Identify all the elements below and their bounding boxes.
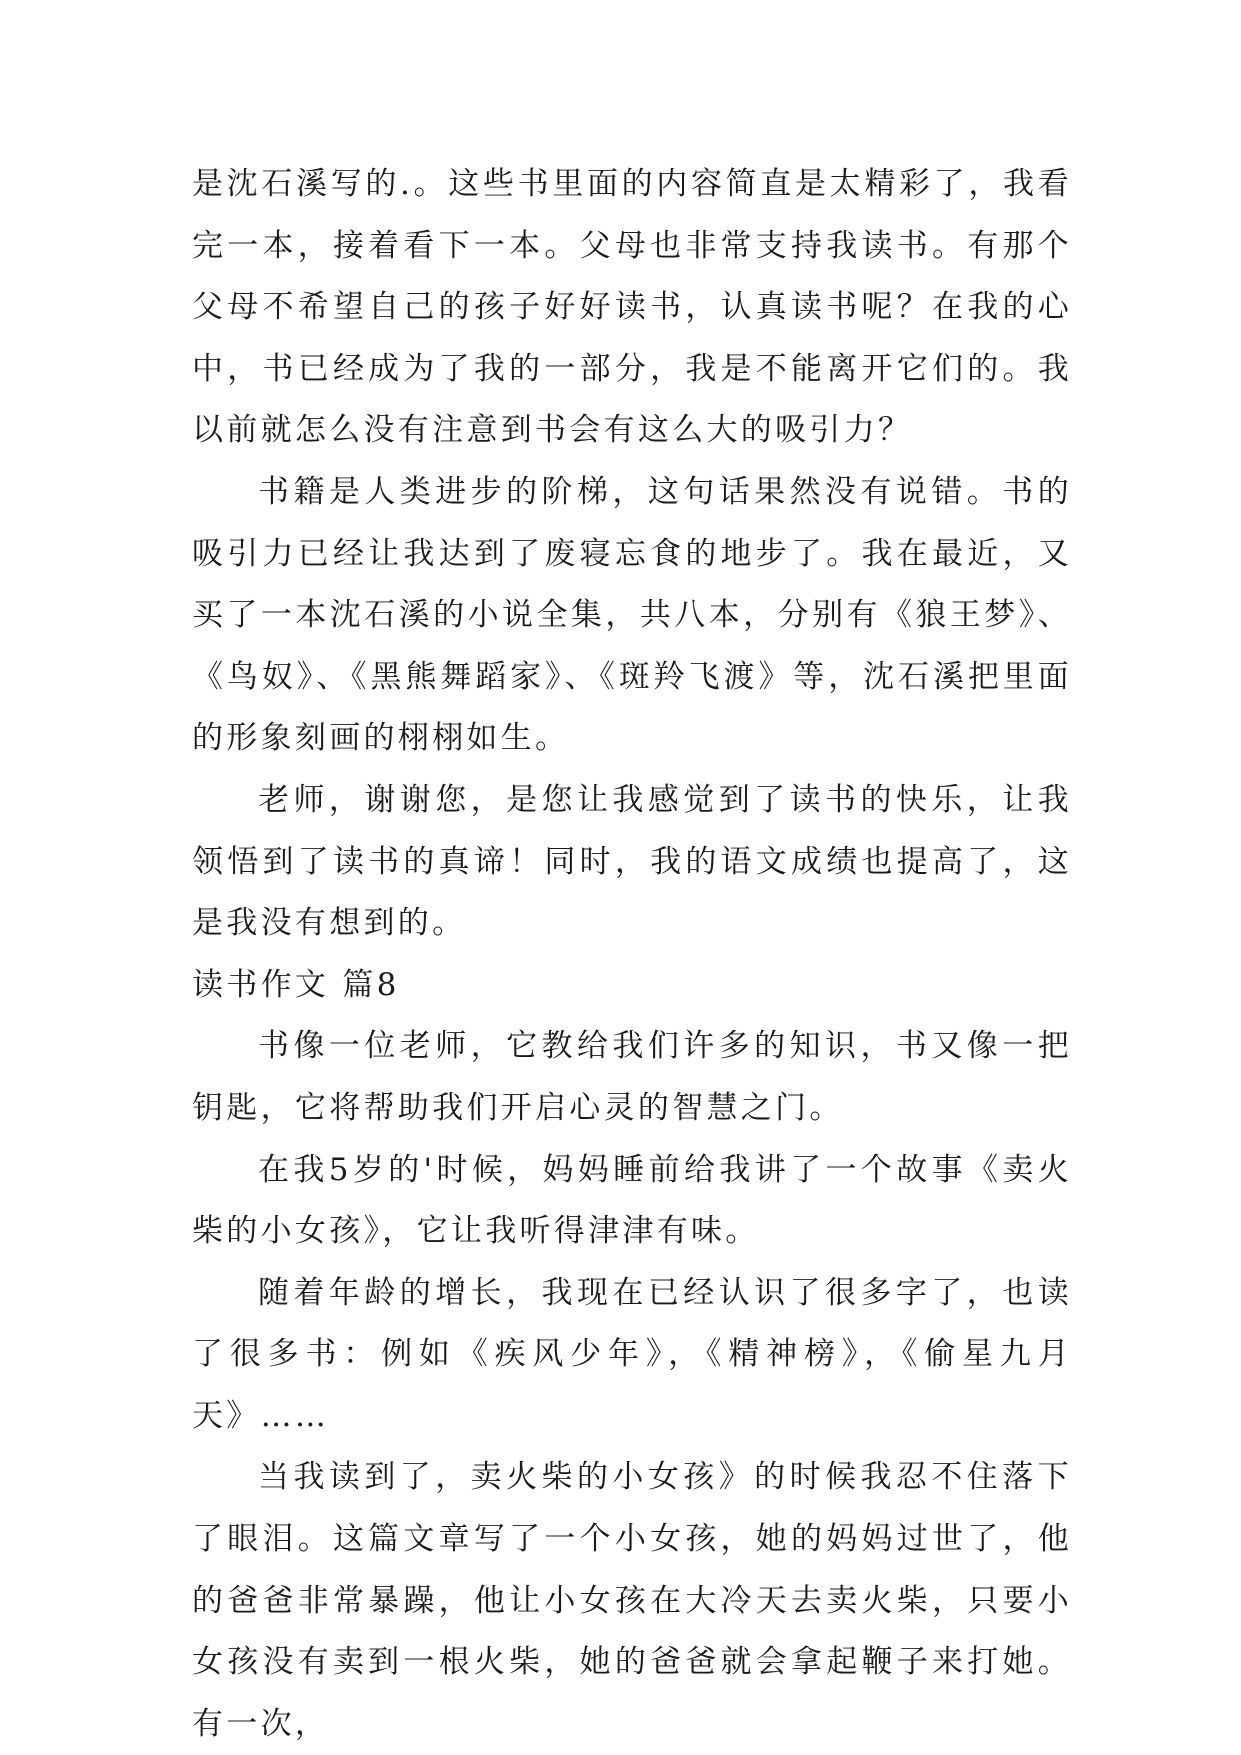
paragraph-book-ladder: 书籍是人类进步的阶梯，这句话果然没有说错。书的吸引力已经让我达到了废寝忘食的地步了。我在最近，又买了一本沈石溪的小说全集，共八本，分别有《狼王梦》、《鸟奴》、《黑熊舞蹈家》、《斑羚飞渡》等，沈石溪把里面的形象刻画的栩栩如生。 xyxy=(192,473,1072,757)
document-body xyxy=(192,154,1072,1755)
section-heading: 读书作文 篇8 xyxy=(192,966,400,1003)
paragraph-thanks-teacher: 老师，谢谢您，是您让我感觉到了读书的快乐，让我领悟到了读书的真谛！同时，我的语文成绩也提高了，这是我没有想到的。 xyxy=(192,781,1072,942)
paragraph-book-teacher-key: 书像一位老师，它教给我们许多的知识，书又像一把钥匙，它将帮助我们开启心灵的智慧之门。 xyxy=(192,1028,1072,1126)
paragraph-age-five: 在我5岁的'时候，妈妈睡前给我讲了一个故事《卖火柴的小女孩》，它让我听得津津有味。 xyxy=(192,1151,1072,1250)
paragraph-growing-up: 随着年龄的增长，我现在已经认识了很多字了，也读了很多书：例如《疾风少年》，《精神榜》，《偷星九月天》…… xyxy=(192,1274,1072,1434)
paragraph-match-girl: 当我读到了，卖火柴的小女孩》的时候我忍不住落下了眼泪。这篇文章写了一个小女孩，她的妈妈过世了，他的爸爸非常暴躁，他让小女孩在大冷天去卖火柴，只要小女孩没有卖到一根火柴，她的爸爸就会拿起鞭子来打她。有一次， xyxy=(192,1459,1072,1742)
paragraph-continuation: 是沈石溪写的.。这些书里面的内容简直是太精彩了，我看完一本，接着看下一本。父母也非常支持我读书。有那个父母不希望自己的孩子好好读书，认真读书呢？在我的心中，书已经成为了我的一部分，我是不能离开它们的。我以前就怎么没有注意到书会有这么大的吸引力？ xyxy=(192,166,1072,449)
